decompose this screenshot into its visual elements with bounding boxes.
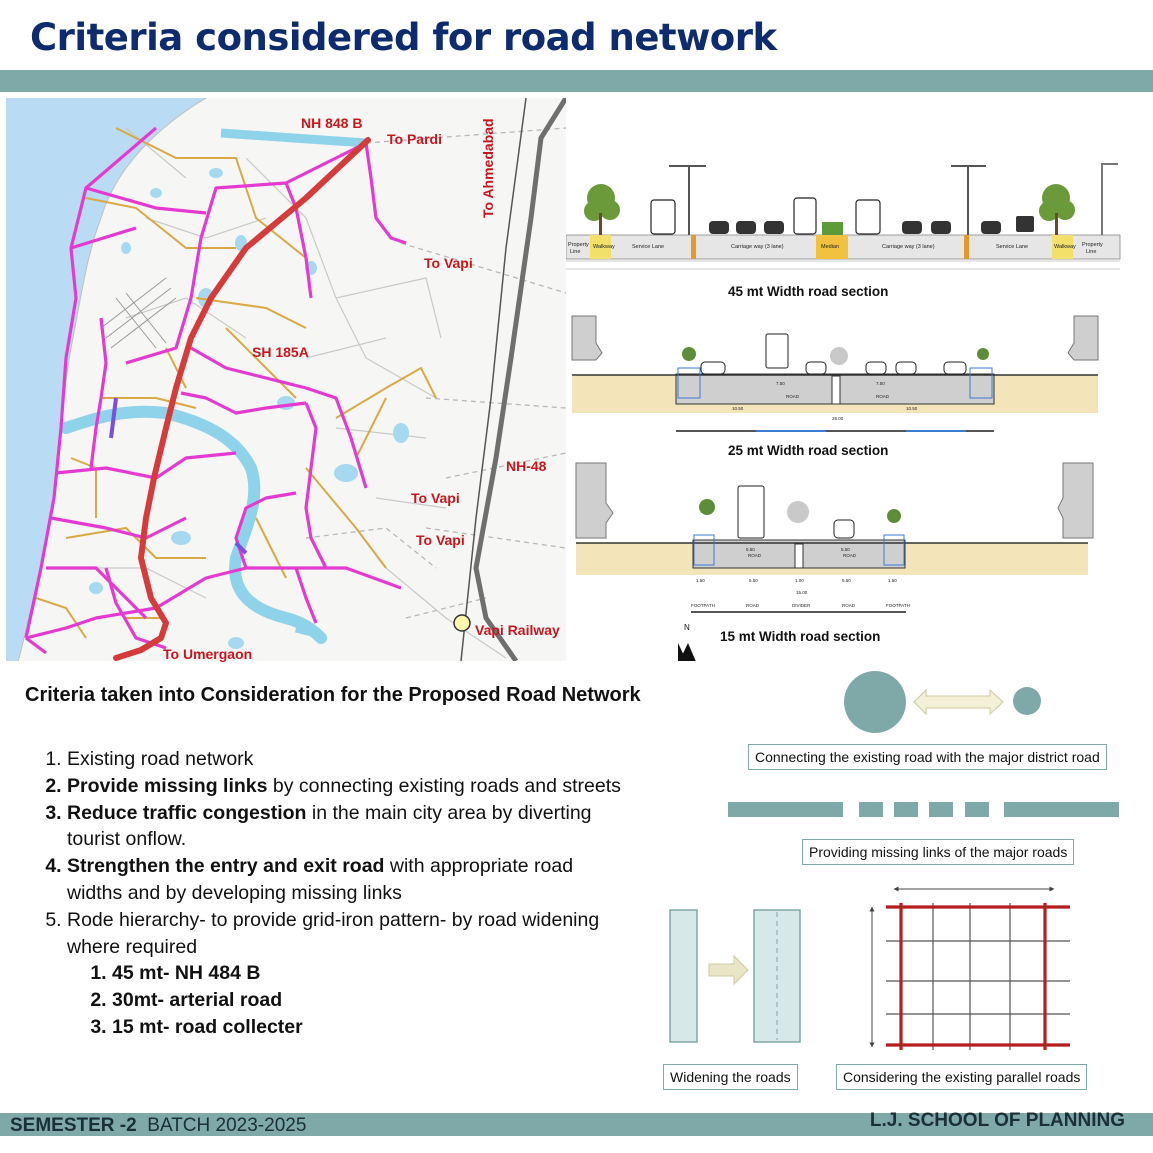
svg-text:ROAD: ROAD <box>876 394 890 399</box>
header-band <box>0 70 1153 92</box>
label-vapi-railway: Vapi Railway <box>475 622 560 638</box>
widening-diagram <box>670 910 800 1042</box>
section-45m <box>566 164 1120 269</box>
caption-15m: 15 mt Width road section <box>720 629 881 644</box>
svg-text:7.50: 7.50 <box>876 381 885 386</box>
svg-text:ROAD: ROAD <box>842 603 856 608</box>
label-to-umergaon: To Umergaon <box>163 646 253 662</box>
svg-text:Carriage way (3 lane): Carriage way (3 lane) <box>731 244 784 250</box>
svg-text:10.50: 10.50 <box>732 406 744 411</box>
criteria-heading: Criteria taken into Consideration for the Proposed Road Network <box>25 684 641 706</box>
svg-text:1.50: 1.50 <box>888 578 897 583</box>
svg-text:ROAD: ROAD <box>748 553 762 558</box>
criteria-item-2: 2. Provide missing links by connecting existing roads and streets <box>67 773 627 800</box>
svg-text:5.50: 5.50 <box>746 547 755 552</box>
hierarchy-item-2: 2. 30mt- arterial road <box>112 987 627 1014</box>
hierarchy-sublist <box>67 960 627 1040</box>
section-15m <box>576 463 1093 612</box>
label-to-ahmedabad: To Ahmedabad <box>480 118 496 218</box>
label-widening: Widening the roads <box>663 1064 798 1090</box>
svg-text:FOOTPATH: FOOTPATH <box>691 603 715 608</box>
label-to-pardi: To Pardi <box>387 131 442 147</box>
caption-45m: 45 mt Width road section <box>728 284 889 299</box>
label-to-vapi-1: To Vapi <box>424 255 473 271</box>
footer-semester <box>10 1115 306 1137</box>
svg-text:Service Lane: Service Lane <box>632 244 665 250</box>
hierarchy-item-3: 3. 15 mt- road collecter <box>112 1014 627 1041</box>
missing-links-bar <box>728 802 1119 817</box>
road-network-map <box>6 98 566 661</box>
svg-text:ROAD: ROAD <box>843 553 857 558</box>
criteria-diagrams <box>660 660 1153 1110</box>
creek <box>221 133 366 143</box>
hierarchy-item-1: 1. 45 mt- NH 484 B <box>112 960 627 987</box>
svg-text:25.00: 25.00 <box>832 416 844 421</box>
label-sh185a: SH 185A <box>252 344 309 360</box>
grid-iron-diagram <box>872 889 1070 1050</box>
svg-text:7.50: 7.50 <box>776 381 785 386</box>
svg-text:10.50: 10.50 <box>906 406 918 411</box>
svg-text:1.50: 1.50 <box>696 578 705 583</box>
label-missing-links: Providing missing links of the major roads <box>802 839 1074 865</box>
double-arrow-icon <box>914 690 1003 714</box>
svg-text:5.50: 5.50 <box>749 578 758 583</box>
svg-text:ROAD: ROAD <box>786 394 800 399</box>
road-sections-panel <box>566 98 1153 661</box>
caption-25m: 25 mt Width road section <box>728 443 889 458</box>
section-25m <box>572 316 1098 431</box>
river <box>66 412 321 638</box>
label-to-vapi-3: To Vapi <box>416 532 465 548</box>
criteria-list <box>10 746 627 1041</box>
svg-text:Line: Line <box>1086 249 1097 255</box>
svg-text:Walkway: Walkway <box>1054 244 1076 250</box>
svg-text:Median: Median <box>821 244 840 250</box>
right-arrow-icon <box>709 956 748 984</box>
svg-text:5.50: 5.50 <box>842 578 851 583</box>
minor-road-circle <box>1013 687 1041 715</box>
svg-text:Carriage way (3 lane): Carriage way (3 lane) <box>882 244 935 250</box>
svg-text:5.50: 5.50 <box>841 547 850 552</box>
svg-text:N: N <box>684 623 690 632</box>
major-road-circle <box>844 671 906 733</box>
svg-text:1.00: 1.00 <box>795 578 804 583</box>
label-parallel-roads: Considering the existing parallel roads <box>836 1064 1087 1090</box>
label-connecting-roads: Connecting the existing road with the major district road <box>748 744 1107 770</box>
svg-text:ROAD: ROAD <box>746 603 760 608</box>
semester-text: SEMESTER -2 <box>10 1115 137 1136</box>
svg-text:15.00: 15.00 <box>796 590 808 595</box>
label-nh48: NH-48 <box>506 458 547 474</box>
batch-text: BATCH 2023-2025 <box>147 1115 307 1136</box>
svg-text:Service Lane: Service Lane <box>996 244 1029 250</box>
page-title: Criteria considered for road network <box>30 16 777 59</box>
criteria-item-5: 5. Rode hierarchy- to provide grid-iron pattern- by road widening where required 1. 45 mt- NH 484 B 2. 30mt- arterial road 3. 15 mt- road collecter <box>67 907 627 1041</box>
criteria-item-4: 4. Strengthen the entry and exit road with appropriate road widths and by developing missing links <box>67 853 627 907</box>
svg-text:Property: Property <box>1082 242 1103 248</box>
svg-text:DIVIDER: DIVIDER <box>792 603 811 608</box>
svg-text:Line: Line <box>570 249 581 255</box>
criteria-item-3: 3. Reduce traffic congestion in the main city area by diverting tourist onflow. <box>67 800 627 854</box>
svg-text:Walkway: Walkway <box>593 244 615 250</box>
road-sections-drawing <box>566 98 1153 661</box>
criteria-item-1: 1. Existing road network <box>67 746 627 773</box>
label-to-vapi-2: To Vapi <box>411 490 460 506</box>
svg-text:FOOTPATH: FOOTPATH <box>886 603 910 608</box>
footer-school: L.J. SCHOOL OF PLANNING <box>869 1110 1125 1131</box>
railway-station-marker <box>454 615 470 631</box>
label-nh848b: NH 848 B <box>301 115 363 131</box>
svg-text:Property: Property <box>568 242 589 248</box>
